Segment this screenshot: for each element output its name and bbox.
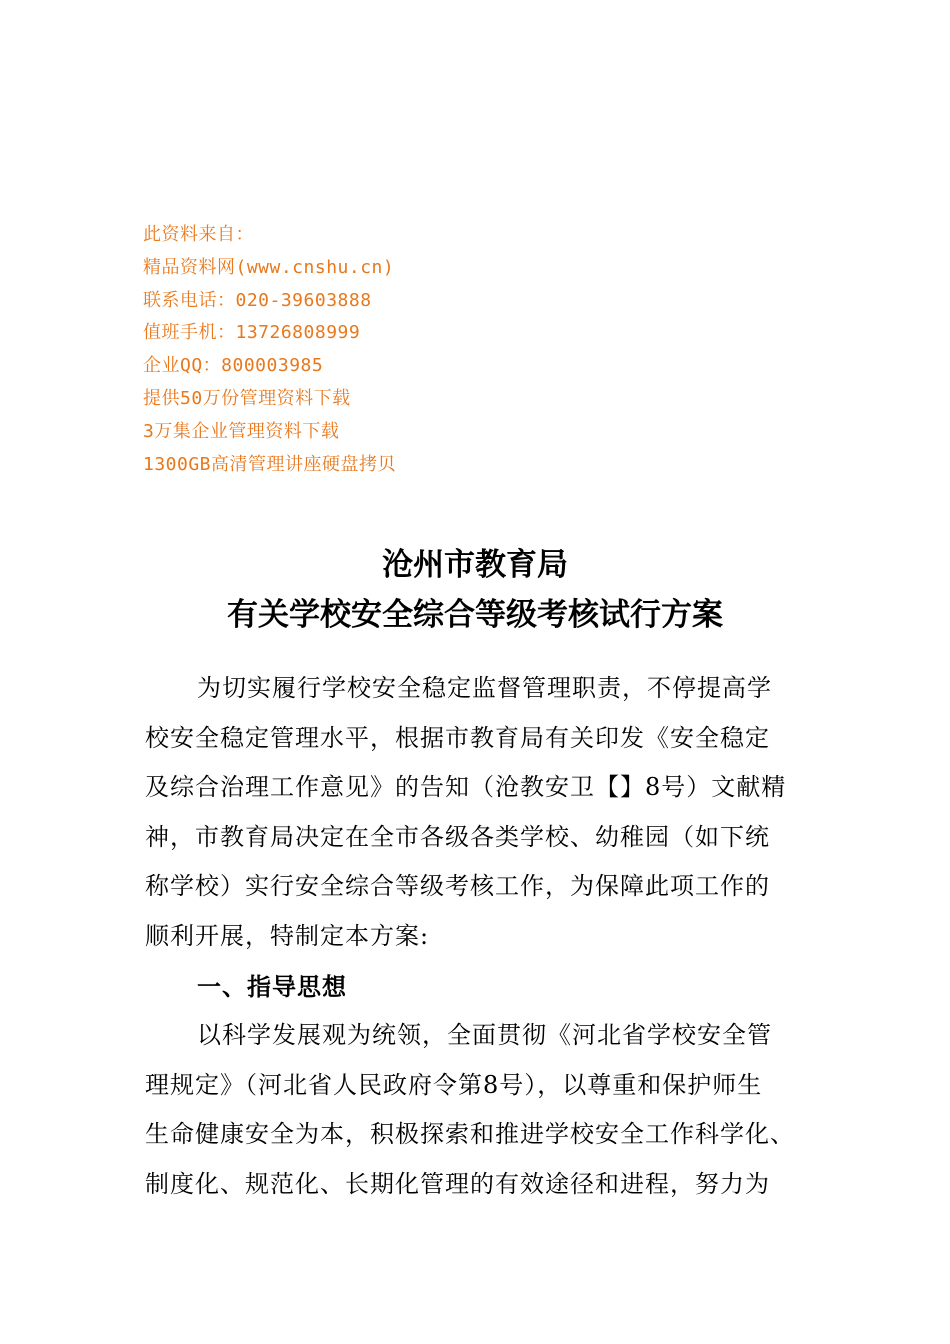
document-title [0,540,950,640]
paragraph-line: 为切实履行学校安全稳定监督管理职责，不停提高学 [197,674,772,702]
source-line-courses: 3万集企业管理资料下载 [143,420,340,442]
source-line-downloads: 提供50万份管理资料下载 [143,387,351,409]
source-line-intro: 此资料来自： [143,224,254,245]
paragraph-line: 以科学发展观为统领，全面贯彻《河北省学校安全管 [197,1021,772,1050]
paragraph-intro [145,664,810,962]
title-line-2: 有关学校安全综合等级考核试行方案 [227,597,723,633]
source-line-phone: 联系电话：020-39603888 [143,289,372,311]
source-line-lectures: 1300GB高清管理讲座硬盘拷贝 [143,453,397,475]
paragraph-guiding-ideology [145,1011,810,1209]
title-line-1: 沧州市教育局 [382,547,568,583]
paragraph-line: 生命健康安全为本，积极探索和推进学校安全工作科学化、 [145,1120,795,1149]
paragraph-line: 理规定》（河北省人民政府令第8号），以尊重和保护师生 [145,1070,763,1099]
paragraph-line: 顺利开展，特制定本方案: [145,921,430,950]
document-body [145,664,810,1210]
paragraph-line: 神，市教育局决定在全市各级各类学校、幼稚园（如下统 [145,822,770,851]
paragraph-line: 校安全稳定管理水平，根据市教育局有关印发《安全稳定 [145,723,770,752]
source-line-qq: 企业QQ：800003985 [143,355,324,377]
source-line-website: 精品资料网(www.cnshu.cn) [143,256,395,278]
source-line-mobile: 值班手机：13726808999 [143,322,361,344]
section-heading-guiding-ideology: 一、指导思想 [197,971,347,1001]
source-info-block [143,219,643,481]
paragraph-line: 称学校）实行安全综合等级考核工作，为保障此项工作的 [145,872,770,901]
paragraph-line: 制度化、规范化、长期化管理的有效途径和进程，努力为 [145,1169,770,1198]
paragraph-line: 及综合治理工作意见》的告知（沧教安卫【】8号）文献精 [145,773,787,802]
